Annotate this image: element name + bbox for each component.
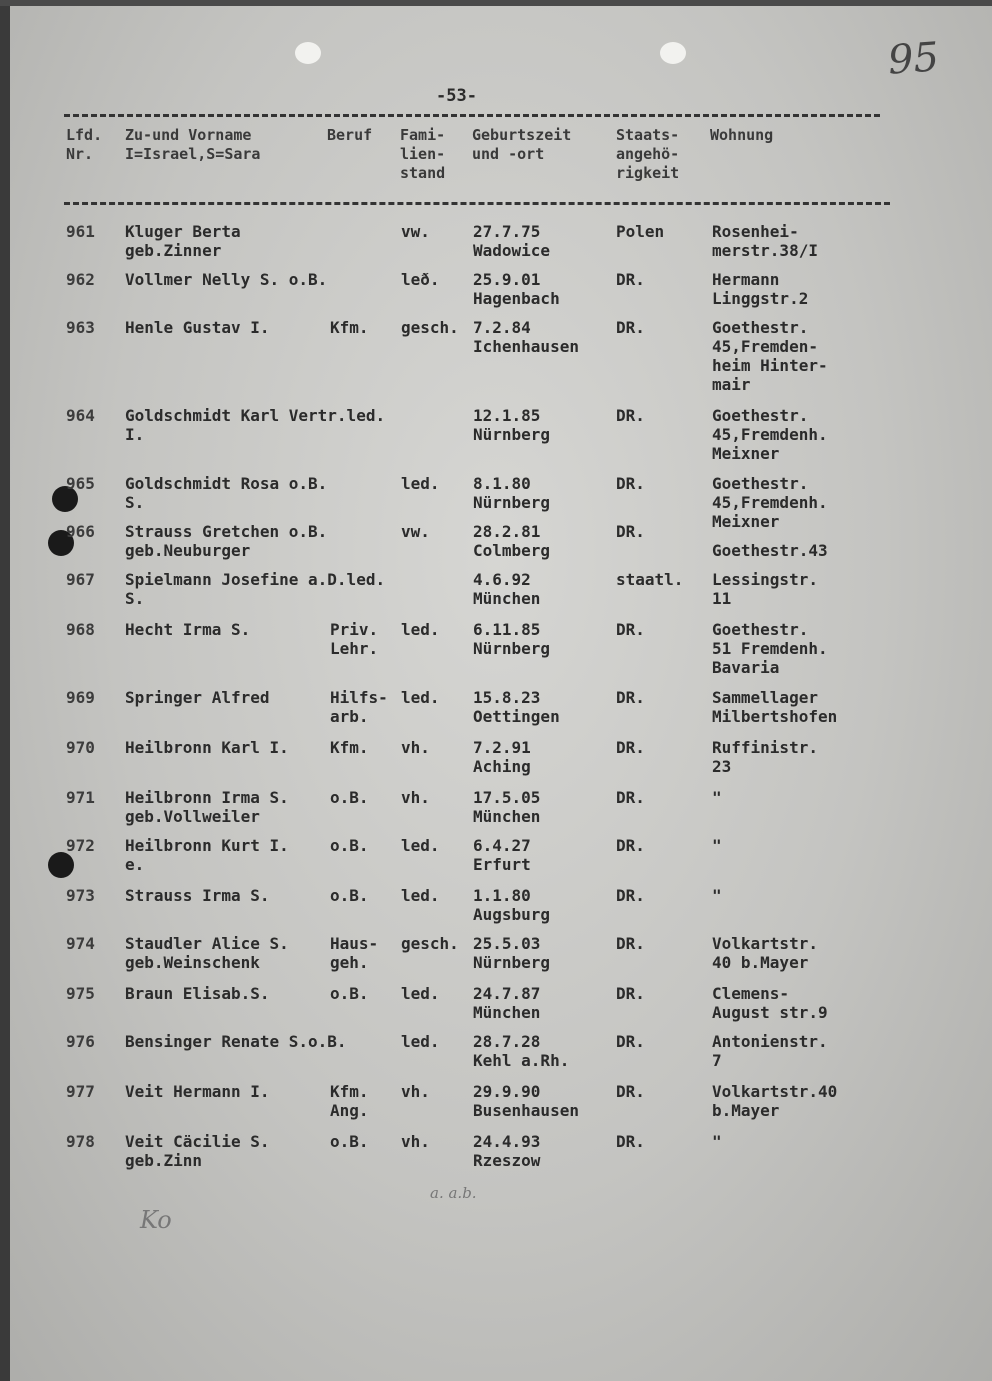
entry-birth: 17.5.05 München [473,788,541,826]
entry-birth: 28.2.81 Colmberg [473,522,551,560]
entry-birth: 24.7.87 München [473,984,541,1022]
entry-birth: 15.8.23 Oettingen [473,688,560,726]
entry-marital-status: vh. [401,788,430,807]
entry-number: 968 [66,620,95,639]
entry-number: 962 [66,270,95,289]
entry-name: Heilbronn Irma S. geb.Vollweiler [125,788,289,826]
entry-number: 966 [66,522,95,541]
entry-marital-status: vw. [401,522,430,541]
header-familienstand: Fami- lien- stand [400,126,446,182]
header-beruf: Beruf [327,126,373,144]
entry-nationality: Polen [616,222,665,241]
entry-address: Volkartstr. 40 b.Mayer [712,934,818,972]
entry-name: Veit Cäcilie S. geb.Zinn [125,1132,270,1170]
entry-name: Heilbronn Karl I. [125,738,289,757]
header-wohnung: Wohnung [710,126,774,144]
entry-birth: 24.4.93 Rzeszow [473,1132,541,1170]
entry-marital-status: led. [401,886,440,905]
entry-number: 967 [66,570,95,589]
entry-marital-status: led. [401,836,440,855]
entry-marital-status: gesch. [401,934,459,953]
entry-number: 965 [66,474,95,493]
entry-birth: 7.2.84 Ichenhausen [473,318,579,356]
entry-nationality: DR. [616,738,645,757]
entry-birth: 6.4.27 Erfurt [473,836,531,874]
entry-name: Braun Elisab.S. [125,984,270,1003]
entry-marital-status: vh. [401,1082,430,1101]
entry-name: Kluger Berta geb.Zinner [125,222,241,260]
entry-address: Hermann Linggstr.2 [712,270,809,308]
header-bottom-rule [64,202,890,205]
entry-birth: 4.6.92 München [473,570,541,608]
entry-marital-status: vh. [401,738,430,757]
entry-nationality: DR. [616,836,645,855]
entry-name: Spielmann Josefine a.D.led. S. [125,570,386,608]
entry-occupation: Kfm. Ang. [330,1082,369,1120]
entry-name: Veit Hermann I. [125,1082,270,1101]
entry-occupation: Haus- geh. [330,934,379,972]
entry-number: 970 [66,738,95,757]
entry-name: Strauss Irma S. [125,886,270,905]
header-nr: Lfd. Nr. [66,126,103,163]
entry-birth: 29.9.90 Busenhausen [473,1082,579,1120]
entry-number: 976 [66,1032,95,1051]
scan-edge-left [0,0,10,1381]
entry-nationality: DR. [616,984,645,1003]
entry-number: 964 [66,406,95,425]
entry-occupation: Priv. Lehr. [330,620,379,658]
entry-number: 969 [66,688,95,707]
header-staat: Staats- angehö- rigkeit [616,126,680,182]
entry-address: Volkartstr.40 b.Mayer [712,1082,838,1120]
entry-name: Goldschmidt Karl Vertr.led. I. [125,406,386,444]
entry-nationality: DR. [616,620,645,639]
entry-marital-status: led. [401,620,440,639]
entry-birth: 27.7.75 Wadowice [473,222,551,260]
entry-occupation: o.B. [330,788,369,807]
scan-edge-top [0,0,992,6]
entry-nationality: DR. [616,886,645,905]
entry-birth: 25.5.03 Nürnberg [473,934,551,972]
header-top-rule [64,114,880,117]
entry-occupation: Kfm. [330,738,369,757]
entry-number: 973 [66,886,95,905]
entry-birth: 28.7.28 Kehl a.Rh. [473,1032,570,1070]
header-name: Zu-und Vorname I=Israel,S=Sara [125,126,261,163]
entry-name: Heilbronn Kurt I. e. [125,836,289,874]
entry-marital-status: vw. [401,222,430,241]
entry-marital-status: led. [401,984,440,1003]
entry-marital-status: led. [401,474,440,493]
entry-occupation: Hilfs- arb. [330,688,388,726]
entry-nationality: DR. [616,522,645,541]
entry-name: Strauss Gretchen o.B. geb.Neuburger [125,522,328,560]
entry-name: Springer Alfred [125,688,270,707]
entry-number: 972 [66,836,95,855]
entry-address: Rosenhei- merstr.38/I [712,222,818,260]
entry-nationality: DR. [616,788,645,807]
entry-address: " [712,1132,722,1151]
entry-nationality: DR. [616,270,645,289]
entry-address: Sammellager Milbertshofen [712,688,838,726]
entry-address: " [712,836,722,855]
entry-nationality: DR. [616,934,645,953]
entry-number: 975 [66,984,95,1003]
entry-birth: 12.1.85 Nürnberg [473,406,551,444]
entry-birth: 1.1.80 Augsburg [473,886,551,924]
entry-address: Clemens- August str.9 [712,984,828,1022]
entry-nationality: DR. [616,1132,645,1151]
folio-number: 95 [886,34,941,84]
entry-birth: 8.1.80 Nürnberg [473,474,551,512]
entry-birth: 6.11.85 Nürnberg [473,620,551,658]
entry-nationality: DR. [616,688,645,707]
entry-number: 963 [66,318,95,337]
entry-nationality: DR. [616,318,645,337]
entry-address: " [712,788,722,807]
entry-nationality: DR. [616,406,645,425]
entry-name: Hecht Irma S. [125,620,251,639]
entry-address: Antonienstr. 7 [712,1032,828,1070]
entry-occupation: o.B. [330,836,369,855]
entry-name: Vollmer Nelly S. o.B. [125,270,328,289]
entry-nationality: DR. [616,1082,645,1101]
entry-number: 974 [66,934,95,953]
entry-occupation: Kfm. [330,318,369,337]
entry-number: 978 [66,1132,95,1151]
entry-marital-status: led. [401,1032,440,1051]
entry-address: Goethestr. 45,Fremdenh. Meixner [712,406,828,463]
entry-address: " [712,886,722,905]
entry-number: 961 [66,222,95,241]
entry-marital-status: gesch. [401,318,459,337]
entry-name: Bensinger Renate S.o.B. [125,1032,347,1051]
entry-occupation: o.B. [330,984,369,1003]
initials: Ko [140,1206,172,1234]
entry-address: Ruffinistr. 23 [712,738,818,776]
entry-marital-status: led. [401,688,440,707]
entry-address: Goethestr. 45,Fremden- heim Hinter- mair [712,318,828,394]
entry-birth: 25.9.01 Hagenbach [473,270,560,308]
entry-occupation: o.B. [330,886,369,905]
entry-address: Lessingstr. 11 [712,570,818,608]
entry-nationality: DR. [616,474,645,493]
filing-hole-left [295,42,321,64]
entry-marital-status: vh. [401,1132,430,1151]
entry-name: Staudler Alice S. geb.Weinschenk [125,934,289,972]
entry-address: Goethestr. 45,Fremdenh. Meixner [712,474,828,531]
entry-nationality: DR. [616,1032,645,1051]
entry-occupation: o.B. [330,1132,369,1151]
entry-marital-status: leð. [401,270,440,289]
entry-address: Goethestr. 51 Fremdenh. Bavaria [712,620,828,677]
entry-number: 971 [66,788,95,807]
entry-name: Goldschmidt Rosa o.B. S. [125,474,328,512]
filing-hole-right [660,42,686,64]
entry-nationality: staatl. [616,570,684,589]
entry-address: Goethestr.43 [712,541,828,560]
entry-name: Henle Gustav I. [125,318,270,337]
page-number: -53- [436,86,477,106]
footer-marks: a. a.b. [430,1184,477,1202]
punch-hole [48,852,74,878]
entry-number: 977 [66,1082,95,1101]
entry-birth: 7.2.91 Aching [473,738,531,776]
header-geburt: Geburtszeit und -ort [472,126,572,163]
